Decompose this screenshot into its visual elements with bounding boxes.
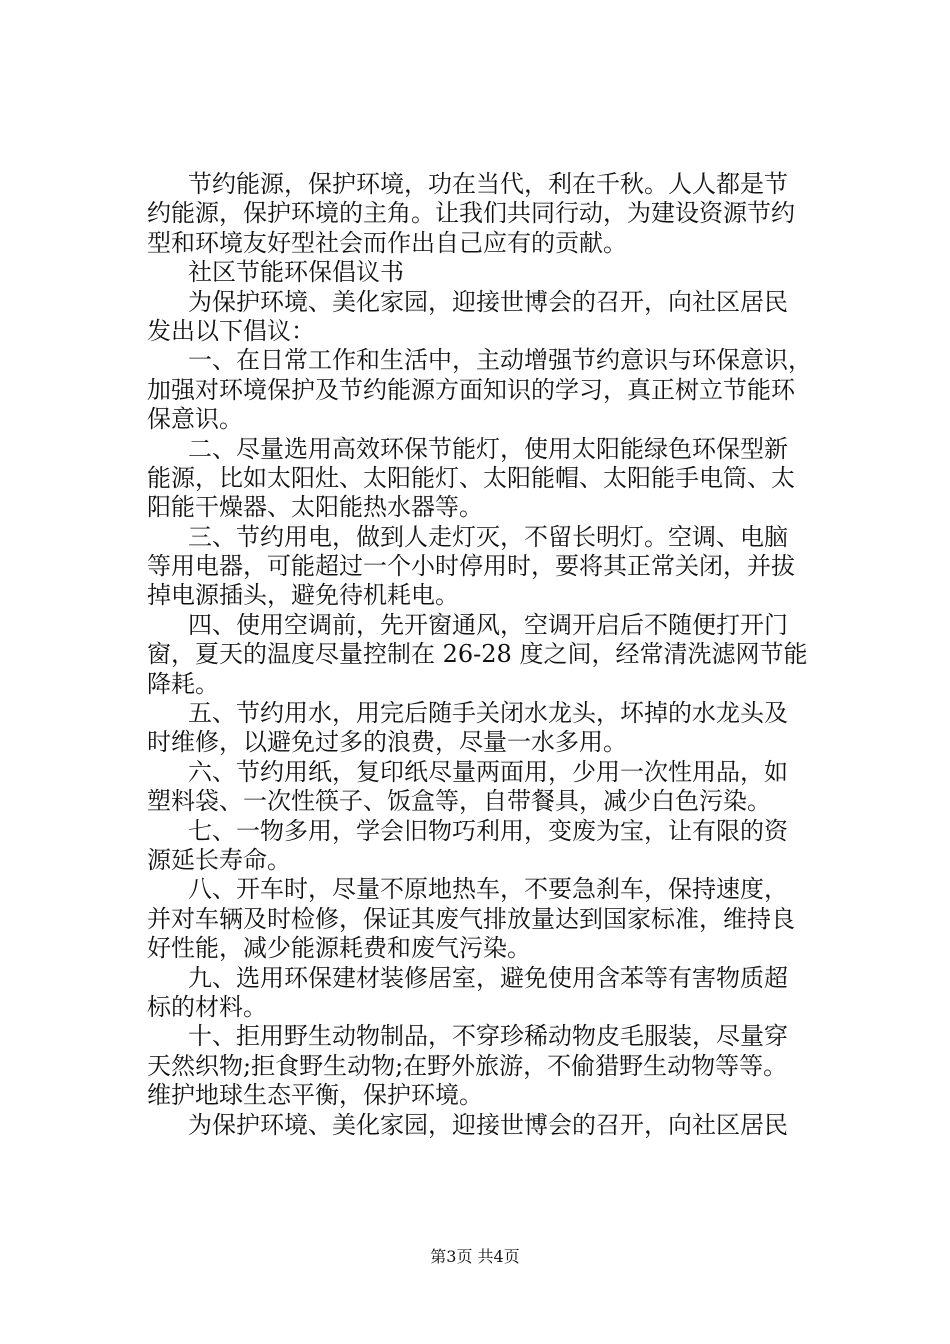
text-line: 降耗。 <box>147 669 219 698</box>
text-line: 等用电器，可能超过一个小时停用时，要将其正常关闭，并拔 <box>147 552 795 581</box>
text-line: 为保护环境、美化家园，迎接世博会的召开，向社区居民 <box>188 287 788 316</box>
text-line: 窗，夏天的温度尽量控制在 26-28 度之间，经常清洗滤网节能 <box>147 640 808 669</box>
text-line: 发出以下倡议： <box>147 316 315 345</box>
document-body <box>147 170 837 1140</box>
text-line: 三、节约用电，做到人走灯灭，不留长明灯。空调、电脑 <box>188 522 788 551</box>
text-line: 时维修，以避免过多的浪费，尽量一水多用。 <box>147 728 627 757</box>
text-line: 源延长寿命。 <box>147 845 291 874</box>
text-line: 维护地球生态平衡，保护环境。 <box>147 1081 483 1110</box>
text-line: 掉电源插头，避免待机耗电。 <box>147 581 459 610</box>
text-line: 能源，比如太阳灶、太阳能灯、太阳能帽、太阳能手电筒、太 <box>147 463 795 492</box>
text-line: 保意识。 <box>147 405 243 434</box>
text-line: 好性能，减少能源耗费和废气污染。 <box>147 934 531 963</box>
text-line: 十、拒用野生动物制品，不穿珍稀动物皮毛服装，尽量穿 <box>188 1022 788 1051</box>
text-line: 并对车辆及时检修，保证其废气排放量达到国家标准，维持良 <box>147 904 795 933</box>
text-line: 标的材料。 <box>147 992 267 1021</box>
text-line: 阳能干燥器、太阳能热水器等。 <box>147 493 483 522</box>
text-line: 型和环境友好型社会而作出自己应有的贡献。 <box>147 228 627 257</box>
text-line: 节约能源，保护环境，功在当代，利在千秋。人人都是节 <box>188 170 788 198</box>
text-line: 五、节约用水，用完后随手关闭水龙头，坏掉的水龙头及 <box>188 699 788 728</box>
text-line: 社区节能环保倡议书 <box>188 258 404 287</box>
text-line: 八、开车时，尽量不原地热车，不要急刹车，保持速度， <box>188 875 788 904</box>
text-line: 九、选用环保建材装修居室，避免使用含苯等有害物质超 <box>188 963 788 992</box>
text-line: 一、在日常工作和生活中，主动增强节约意识与环保意识， <box>188 346 812 375</box>
text-line: 天然织物;拒食野生动物;在野外旅游，不偷猎野生动物等等。 <box>147 1051 788 1080</box>
page-footer: 第3页 共4页 <box>430 1247 520 1266</box>
text-line: 约能源，保护环境的主角。让我们共同行动，为建设资源节约 <box>147 199 795 228</box>
text-line: 二、尽量选用高效环保节能灯，使用太阳能绿色环保型新 <box>188 434 788 463</box>
text-line: 加强对环境保护及节约能源方面知识的学习，真正树立节能环 <box>147 375 795 404</box>
text-line: 四、使用空调前，先开窗通风，空调开启后不随便打开门 <box>188 610 788 639</box>
text-line: 七、一物多用，学会旧物巧利用，变废为宝，让有限的资 <box>188 816 788 845</box>
text-line: 六、节约用纸，复印纸尽量两面用，少用一次性用品，如 <box>188 757 788 786</box>
text-line: 塑料袋、一次性筷子、饭盒等，自带餐具，减少白色污染。 <box>147 787 771 816</box>
text-line: 为保护环境、美化家园，迎接世博会的召开，向社区居民 <box>188 1110 788 1139</box>
